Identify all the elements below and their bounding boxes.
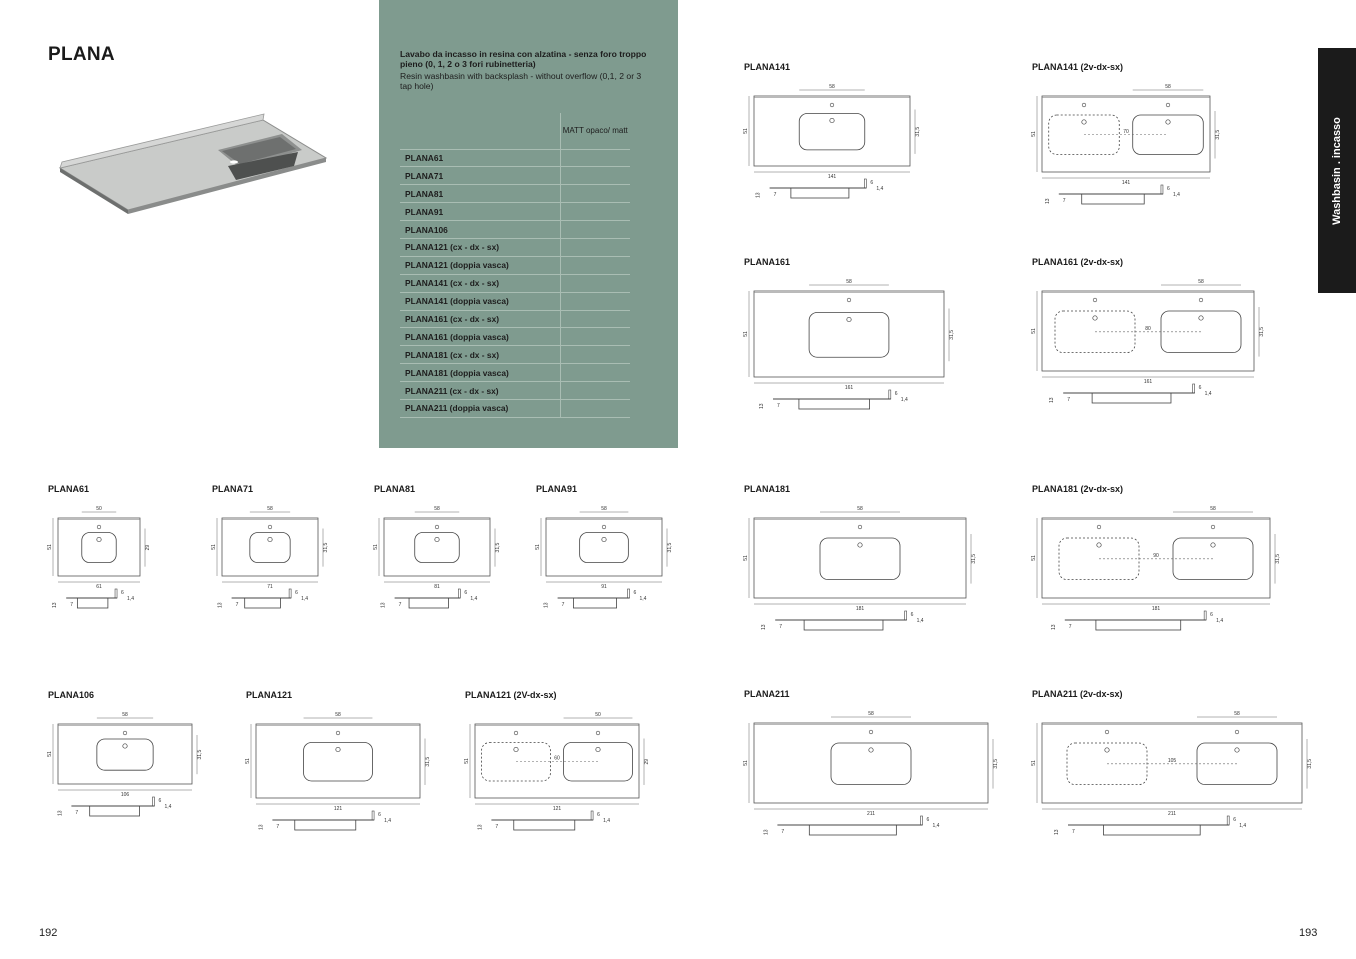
side-view-backsplash: [628, 589, 630, 598]
basin-depth-value: 31,5: [915, 126, 921, 137]
side-inset-value: 7: [276, 824, 280, 830]
width-value: 181: [855, 606, 865, 612]
side-height-value: 13: [543, 602, 550, 608]
finish-cell: [560, 310, 630, 328]
drawing-label: PLANA81: [374, 484, 416, 494]
basin-width-value: 58: [434, 506, 440, 512]
finish-model-name: PLANA91: [400, 203, 560, 221]
depth-value: 51: [743, 555, 749, 561]
product-photo: [58, 110, 328, 230]
splash-thickness-value: 1,4: [127, 596, 134, 602]
tap-hole: [1235, 730, 1239, 734]
side-height-value: 13: [1049, 397, 1056, 403]
tap-hole: [596, 731, 600, 735]
side-inset-value: 7: [773, 192, 777, 198]
drain-hole: [1235, 748, 1239, 752]
splash-height-value: 6: [910, 612, 914, 618]
finish-model-name: PLANA106: [400, 221, 560, 239]
finish-model-name: PLANA71: [400, 167, 560, 185]
side-inset-value: 7: [75, 810, 79, 816]
drawing-label: PLANA61: [48, 484, 90, 494]
depth-value: 51: [743, 128, 749, 134]
side-view-basin: [809, 825, 896, 835]
tap-hole: [336, 731, 340, 735]
drain-hole: [268, 537, 272, 541]
basin-depth-value: 31,5: [1307, 758, 1313, 769]
finish-cell: [560, 238, 630, 256]
tap-hole: [1166, 103, 1170, 107]
splash-height-value: 6: [1233, 817, 1236, 823]
side-view-basin: [1103, 825, 1200, 835]
splash-thickness-value: 1,4: [301, 596, 309, 602]
splash-height-value: 6: [894, 391, 898, 397]
finish-model-name: PLANA141 (cx - dx - sx): [400, 274, 560, 292]
finish-cell: [560, 364, 630, 382]
side-height-value: 13: [258, 824, 265, 830]
finish-table-row: [400, 274, 630, 292]
finish-cell: [560, 382, 630, 400]
basin-depth-value: 31,5: [949, 329, 955, 340]
side-view-basin: [1096, 620, 1181, 630]
basin-outline: [820, 538, 900, 580]
drawing-label: PLANA106: [48, 690, 95, 700]
side-view-basin: [804, 620, 883, 630]
tap-hole: [514, 731, 518, 735]
basin-depth-value: 31,5: [1215, 129, 1221, 140]
finish-table-row: [400, 292, 630, 310]
countertop-outline: [546, 518, 662, 576]
splash-height-value: 6: [1210, 612, 1213, 618]
splash-thickness-value: 1,4: [916, 618, 924, 624]
drawing-label: PLANA121: [246, 690, 293, 700]
finish-table-row: [400, 221, 630, 239]
drawing-label: PLANA121 (2V-dx-sx): [465, 690, 557, 700]
side-view-backsplash: [372, 811, 374, 820]
side-view-backsplash: [115, 589, 117, 598]
basin-outline: [799, 114, 865, 150]
splash-thickness-value: 1,4: [932, 823, 940, 829]
basin-width-value: 58: [829, 84, 835, 90]
side-inset-value: 7: [398, 602, 402, 608]
side-view-backsplash: [1227, 816, 1229, 825]
basin-width-value: 58: [335, 712, 341, 718]
finish-cell: [560, 221, 630, 239]
side-view-basin: [409, 598, 448, 608]
description-english: Resin washbasin with backsplash - without overflow (0,1, 2 or 3 tap hole): [400, 71, 642, 91]
countertop-outline: [754, 518, 966, 598]
width-value: 61: [96, 584, 102, 590]
side-height-value: 13: [217, 602, 224, 608]
drain-hole: [1093, 316, 1097, 320]
drawing-label: PLANA181 (2v-dx-sx): [1032, 484, 1124, 494]
basin-gap-value: 80: [1145, 325, 1151, 332]
splash-height-value: 6: [295, 590, 298, 596]
top-view-svg: [744, 80, 920, 210]
basin-width-value: 58: [1234, 711, 1240, 717]
drain-hole: [336, 747, 340, 751]
finish-table-row: [400, 364, 630, 382]
top-view-svg: [48, 502, 150, 620]
depth-value: 51: [211, 544, 217, 550]
finish-table-row: [400, 256, 630, 274]
finish-model-name: PLANA121 (doppia vasca): [400, 256, 560, 274]
side-height-value: 13: [1054, 829, 1060, 835]
side-inset-value: 7: [1072, 829, 1075, 835]
finish-cell: [560, 185, 630, 203]
finish-table-row: [400, 167, 630, 185]
drawing-label: PLANA181: [744, 484, 791, 494]
side-view-basin: [799, 399, 870, 409]
splash-thickness-value: 1,4: [1216, 618, 1224, 624]
drain-hole: [869, 748, 873, 752]
finish-table-row: [400, 238, 630, 256]
drain-hole: [97, 537, 101, 541]
finish-cell: [560, 256, 630, 274]
top-view-svg: [246, 708, 430, 842]
countertop-outline: [58, 724, 192, 784]
splash-height-value: 6: [870, 180, 874, 186]
top-view-svg: [374, 502, 500, 620]
basin-width-value: 50: [595, 712, 601, 718]
tap-hole: [1211, 525, 1215, 529]
drawing-label: PLANA211 (2v-dx-sx): [1032, 689, 1123, 699]
splash-thickness-value: 1,4: [876, 186, 884, 192]
top-view-svg: [1032, 707, 1312, 847]
finish-cell: [560, 292, 630, 310]
basin-depth-value: 31,5: [197, 749, 203, 760]
side-view-basin: [791, 188, 849, 198]
basin-width-value: 58: [1165, 84, 1171, 90]
splash-height-value: 6: [378, 812, 381, 818]
splash-thickness-value: 1,4: [900, 397, 908, 403]
top-view-svg: [744, 275, 954, 421]
drawing-label: PLANA211: [744, 689, 790, 699]
splash-height-value: 6: [158, 798, 162, 804]
drain-hole: [1199, 316, 1203, 320]
side-view-basin: [245, 598, 281, 608]
depth-value: 51: [1031, 555, 1037, 561]
tap-hole: [435, 525, 439, 529]
side-height-value: 13: [57, 810, 64, 816]
width-value: 81: [434, 584, 440, 590]
tap-hole: [869, 730, 873, 734]
finish-table-row: [400, 149, 630, 167]
basin-width-value: 58: [267, 506, 273, 512]
tap-hole: [1105, 730, 1109, 734]
drain-hole: [858, 543, 862, 547]
width-value: 211: [1168, 811, 1176, 817]
top-view-svg: [744, 502, 976, 642]
drain-hole: [830, 118, 834, 122]
width-value: 141: [827, 174, 837, 180]
basin-depth-value: 31,5: [971, 553, 977, 564]
side-inset-value: 7: [779, 624, 782, 630]
drawing-label: PLANA161: [744, 257, 791, 267]
splash-thickness-value: 1,4: [1204, 391, 1212, 397]
finish-table-row: [400, 185, 630, 203]
finish-table-model-header: [400, 113, 560, 149]
finish-model-name: PLANA161 (doppia vasca): [400, 328, 560, 346]
basin-width-value: 58: [1198, 279, 1204, 285]
side-height-value: 13: [1050, 624, 1057, 630]
finish-table-row: [400, 382, 630, 400]
finish-cell: [560, 203, 630, 221]
basin-gap-value: 60: [554, 755, 560, 762]
basin-outline: [831, 743, 911, 785]
basin-outline: [809, 313, 889, 358]
finish-cell: [560, 346, 630, 364]
tap-hole: [123, 731, 127, 735]
tap-hole: [830, 103, 834, 107]
side-inset-value: 7: [1067, 397, 1070, 403]
width-value: 91: [601, 584, 607, 590]
splash-thickness-value: 1,4: [384, 818, 392, 824]
side-view-backsplash: [1204, 611, 1206, 620]
description-italian: Lavabo da incasso in resina con alzatina - senza foro troppo pieno (0, 1, 2 o 3 fori rubinetteria): [400, 49, 647, 69]
drain-hole: [1082, 120, 1086, 124]
side-height-value: 13: [759, 403, 765, 409]
page-number-left: 192: [39, 927, 58, 939]
tap-hole: [1093, 298, 1097, 302]
width-value: 211: [867, 811, 875, 817]
side-height-value: 13: [477, 824, 484, 830]
depth-value: 51: [743, 760, 749, 766]
side-view-backsplash: [1161, 185, 1163, 194]
width-value: 106: [120, 792, 130, 798]
drain-hole: [435, 537, 439, 541]
basin-outline: [304, 743, 373, 781]
width-value: 121: [333, 806, 343, 812]
basin-width-value: 58: [601, 506, 607, 512]
depth-value: 51: [47, 751, 53, 757]
basin-width-value: 58: [1210, 506, 1216, 512]
finish-model-name: PLANA121 (cx - dx - sx): [400, 238, 560, 256]
section-side-tab-label: Washbasin . incasso: [1331, 116, 1343, 225]
basin-depth-value: 31,5: [495, 542, 501, 553]
side-inset-value: 7: [1062, 198, 1066, 204]
finish-model-name: PLANA161 (cx - dx - sx): [400, 310, 560, 328]
drain-hole: [1097, 543, 1101, 547]
side-inset-value: 7: [70, 602, 73, 608]
depth-value: 51: [47, 544, 53, 550]
basin-width-value: 58: [868, 711, 874, 717]
splash-height-value: 6: [464, 590, 468, 596]
width-value: 181: [1151, 606, 1161, 612]
depth-value: 51: [245, 758, 251, 764]
side-view-backsplash: [591, 811, 593, 820]
depth-value: 51: [373, 544, 379, 550]
side-height-value: 13: [755, 192, 762, 198]
countertop-outline: [222, 518, 318, 576]
finish-cell: [560, 274, 630, 292]
side-view-backsplash: [458, 589, 460, 598]
side-view-basin: [90, 806, 140, 816]
finish-model-name: PLANA211 (doppia vasca): [400, 399, 560, 417]
side-inset-value: 7: [777, 403, 780, 409]
drawing-label: PLANA141 (2v-dx-sx): [1032, 62, 1124, 72]
depth-value: 51: [1031, 760, 1037, 766]
basin-depth-value: 31,5: [1259, 326, 1265, 337]
basin-gap-value: 70: [1123, 128, 1129, 135]
finish-cell: [560, 149, 630, 167]
finish-model-name: PLANA81: [400, 185, 560, 203]
side-height-value: 13: [761, 624, 768, 630]
side-view-basin: [1092, 393, 1171, 403]
finish-table-finish-header: MATT opaco/ matt: [560, 113, 630, 149]
finish-model-name: PLANA61: [400, 149, 560, 167]
width-value: 141: [1121, 180, 1131, 186]
side-view-backsplash: [1193, 384, 1195, 393]
splash-thickness-value: 1,4: [1172, 192, 1180, 198]
finish-table: [400, 113, 630, 418]
countertop-outline: [384, 518, 490, 576]
drain-hole: [602, 537, 606, 541]
basin-gap-value: 105: [1167, 757, 1177, 764]
top-view-svg: [212, 502, 328, 620]
tap-hole: [847, 298, 851, 302]
width-value: 121: [552, 806, 562, 812]
tap-hole: [602, 525, 606, 529]
side-inset-value: 7: [235, 602, 239, 608]
tap-hole: [97, 525, 101, 529]
splash-thickness-value: 1,4: [470, 596, 478, 602]
basin-depth-value: 29: [644, 758, 650, 765]
basin-width-value: 50: [96, 506, 102, 512]
side-view-backsplash: [905, 611, 907, 620]
side-view-backsplash: [889, 390, 891, 399]
basin-width-value: 58: [846, 279, 852, 285]
side-view-backsplash: [289, 589, 291, 598]
drawing-label: PLANA91: [536, 484, 578, 494]
countertop-outline: [754, 723, 988, 803]
brand-title: PLANA: [48, 44, 115, 65]
top-view-svg: [744, 707, 998, 847]
side-inset-value: 7: [495, 824, 499, 830]
drawing-label: PLANA161 (2v-dx-sx): [1032, 257, 1124, 267]
splash-height-value: 6: [121, 590, 124, 596]
tap-hole: [1097, 525, 1101, 529]
tap-hole: [1199, 298, 1203, 302]
splash-thickness-value: 1,4: [639, 596, 647, 602]
side-inset-value: 7: [561, 602, 565, 608]
basin-width-value: 58: [122, 712, 128, 718]
splash-height-value: 6: [597, 812, 600, 818]
splash-thickness-value: 1,4: [164, 804, 172, 810]
depth-value: 51: [743, 331, 749, 337]
side-height-value: 13: [1044, 198, 1051, 204]
side-view-basin: [514, 820, 575, 830]
basin-gap-value: 90: [1153, 552, 1159, 559]
top-view-svg: [465, 708, 649, 842]
side-height-value: 13: [380, 602, 387, 608]
finish-cell: [560, 167, 630, 185]
top-view-svg: [48, 708, 202, 828]
page-number-right: 193: [1299, 927, 1318, 939]
side-height-value: 13: [763, 829, 770, 835]
depth-value: 51: [1031, 328, 1037, 334]
width-value: 161: [844, 385, 854, 391]
depth-value: 51: [1031, 131, 1037, 137]
basin-outline: [1133, 115, 1204, 155]
side-height-value: 13: [52, 602, 59, 608]
drain-hole: [1211, 543, 1215, 547]
splash-thickness-value: 1,4: [1239, 823, 1247, 829]
splash-height-value: 6: [926, 817, 930, 823]
finish-model-name: PLANA141 (doppia vasca): [400, 292, 560, 310]
basin-depth-value: 31,5: [323, 542, 329, 553]
depth-value: 51: [464, 758, 470, 764]
splash-height-value: 6: [1166, 186, 1170, 192]
drawing-label: PLANA141: [744, 62, 791, 72]
drain-hole: [596, 747, 600, 751]
basin-depth-value: 31,5: [1275, 553, 1281, 564]
side-view-basin: [77, 598, 108, 608]
finish-model-name: PLANA181 (cx - dx - sx): [400, 346, 560, 364]
description-panel: [379, 0, 678, 448]
side-view-basin: [573, 598, 616, 608]
finish-cell: [560, 328, 630, 346]
drain-hole: [1105, 748, 1109, 752]
side-view-basin: [1082, 194, 1144, 204]
side-inset-value: 7: [1068, 624, 1072, 630]
finish-table-row: [400, 346, 630, 364]
basin-depth-value: 31,5: [993, 758, 999, 769]
tap-hole: [858, 525, 862, 529]
finish-table-row: [400, 399, 630, 417]
drain-hole: [123, 744, 127, 748]
side-view-backsplash: [864, 179, 866, 188]
finish-table-row: [400, 328, 630, 346]
basin-depth-value: 29: [145, 544, 151, 551]
top-view-svg: [1032, 502, 1280, 642]
drain-hole: [1166, 120, 1170, 124]
top-view-svg: [536, 502, 672, 620]
basin-width-value: 58: [857, 506, 863, 512]
basin-depth-value: 31,5: [425, 756, 431, 767]
splash-thickness-value: 1,4: [603, 818, 611, 824]
side-inset-value: 7: [781, 829, 785, 835]
side-view-backsplash: [920, 816, 922, 825]
countertop-outline: [58, 518, 140, 576]
side-view-basin: [295, 820, 356, 830]
top-view-svg: [1032, 80, 1220, 216]
basin-depth-value: 31,5: [667, 542, 673, 553]
finish-table-row: [400, 310, 630, 328]
drawing-label: PLANA71: [212, 484, 254, 494]
drain-hole: [514, 747, 518, 751]
top-view-svg: [1032, 275, 1264, 415]
width-value: 71: [267, 584, 273, 590]
finish-cell: [560, 399, 630, 417]
drain-hole: [847, 317, 851, 321]
finish-table-row: [400, 203, 630, 221]
side-view-backsplash: [152, 797, 154, 806]
countertop-outline: [754, 291, 944, 377]
finish-model-name: PLANA211 (cx - dx - sx): [400, 382, 560, 400]
width-value: 161: [1143, 379, 1153, 385]
tap-hole: [268, 525, 272, 529]
tap-hole: [1082, 103, 1086, 107]
depth-value: 51: [535, 544, 541, 550]
splash-height-value: 6: [1198, 385, 1202, 391]
section-side-tab: [1318, 48, 1356, 293]
splash-height-value: 6: [633, 590, 637, 596]
finish-model-name: PLANA181 (doppia vasca): [400, 364, 560, 382]
